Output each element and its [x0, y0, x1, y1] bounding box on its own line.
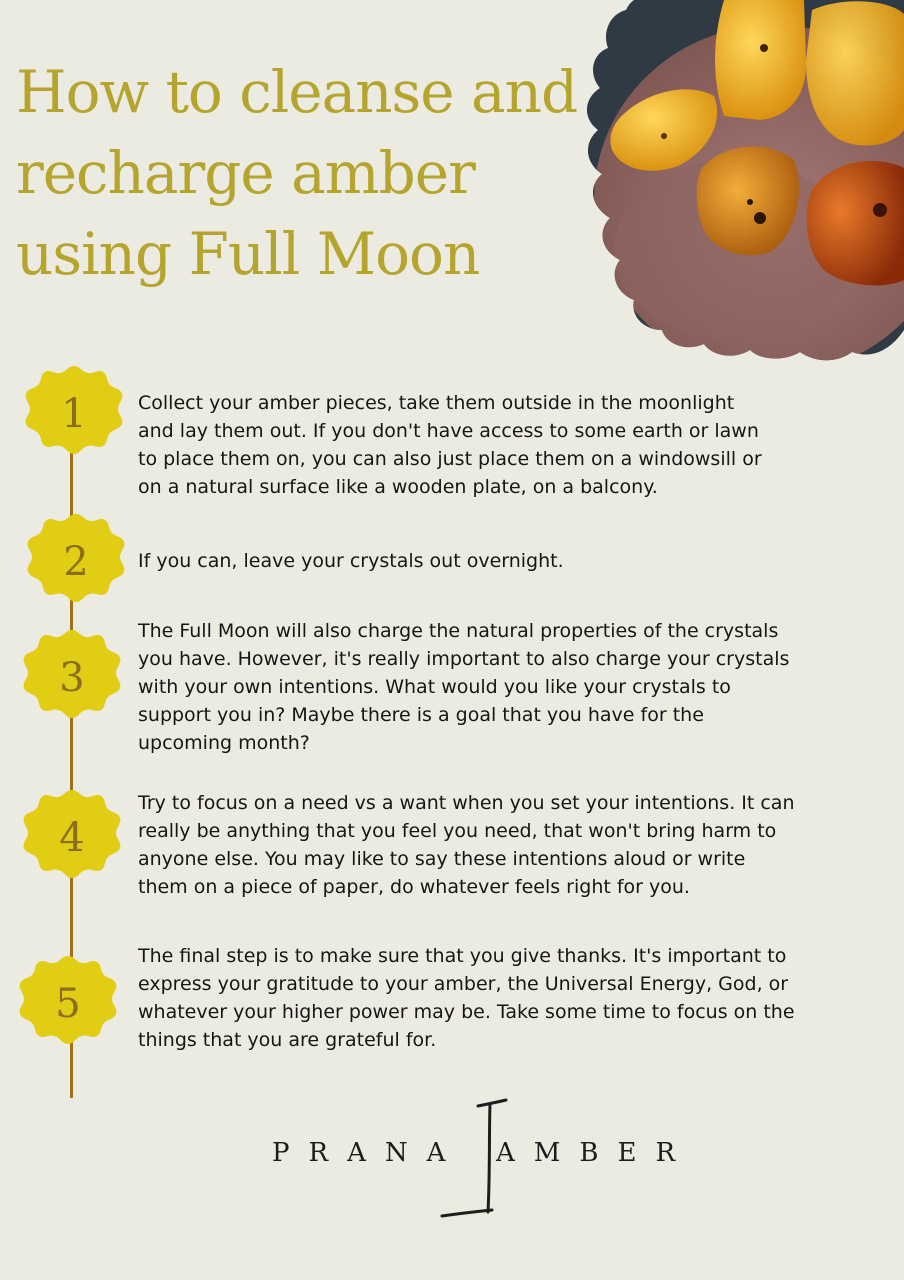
step-2-badge [24, 510, 128, 614]
step-line: Collect your amber pieces, take them outside in the moonlight [138, 392, 735, 414]
step-line: you have. However, it's really important to also charge your crystals [138, 648, 790, 670]
step-4-badge [20, 786, 124, 890]
step-number: 5 [55, 981, 81, 1027]
title-line-2: recharge amber [16, 139, 475, 207]
step-5-text [138, 942, 878, 1054]
step-line: really be anything that you feel you need, that won't bring harm to [138, 820, 777, 842]
step-4-text [138, 789, 878, 901]
step-number: 3 [59, 655, 85, 701]
step-line: with your own intentions. What would you like your crystals to [138, 676, 731, 698]
step-3-text [138, 617, 878, 757]
step-line: upcoming month? [138, 732, 310, 754]
step-number: 2 [63, 539, 89, 585]
page-title [16, 52, 576, 295]
step-line: support you in? Maybe there is a goal that you have for the [138, 704, 704, 726]
step-5-badge [16, 952, 120, 1056]
prana-amber-logo [260, 1094, 700, 1226]
step-line: and lay them out. If you don't have access to some earth or lawn [138, 420, 759, 442]
step-line: to place them on, you can also just place them on a windowsill or [138, 448, 762, 470]
step-line: If you can, leave your crystals out overnight. [138, 550, 564, 572]
step-line: The Full Moon will also charge the natural properties of the crystals [138, 620, 779, 642]
step-number: 4 [59, 815, 85, 861]
step-line: things that you are grateful for. [138, 1029, 437, 1051]
title-line-1: How to cleanse and [16, 58, 578, 126]
amber-stones-photo [574, 0, 904, 362]
step-line: The final step is to make sure that you give thanks. It's important to [138, 945, 787, 967]
logo-word-amber: AMBER [496, 1138, 695, 1168]
title-line-3: using Full Moon [16, 220, 480, 288]
step-line: Try to focus on a need vs a want when you set your intentions. It can [138, 792, 795, 814]
step-line: on a natural surface like a wooden plate, on a balcony. [138, 476, 658, 498]
step-line: anyone else. You may like to say these intentions aloud or write [138, 848, 746, 870]
step-number: 1 [61, 391, 87, 437]
step-1-text [138, 389, 878, 501]
step-3-badge [20, 626, 124, 730]
step-line: express your gratitude to your amber, the Universal Energy, God, or [138, 973, 789, 995]
step-line: them on a piece of paper, do whatever feels right for you. [138, 876, 690, 898]
step-1-badge [22, 362, 126, 466]
logo-word-prana: PRANA [272, 1138, 465, 1168]
step-2-text [138, 547, 878, 575]
step-line: whatever your higher power may be. Take some time to focus on the [138, 1001, 795, 1023]
